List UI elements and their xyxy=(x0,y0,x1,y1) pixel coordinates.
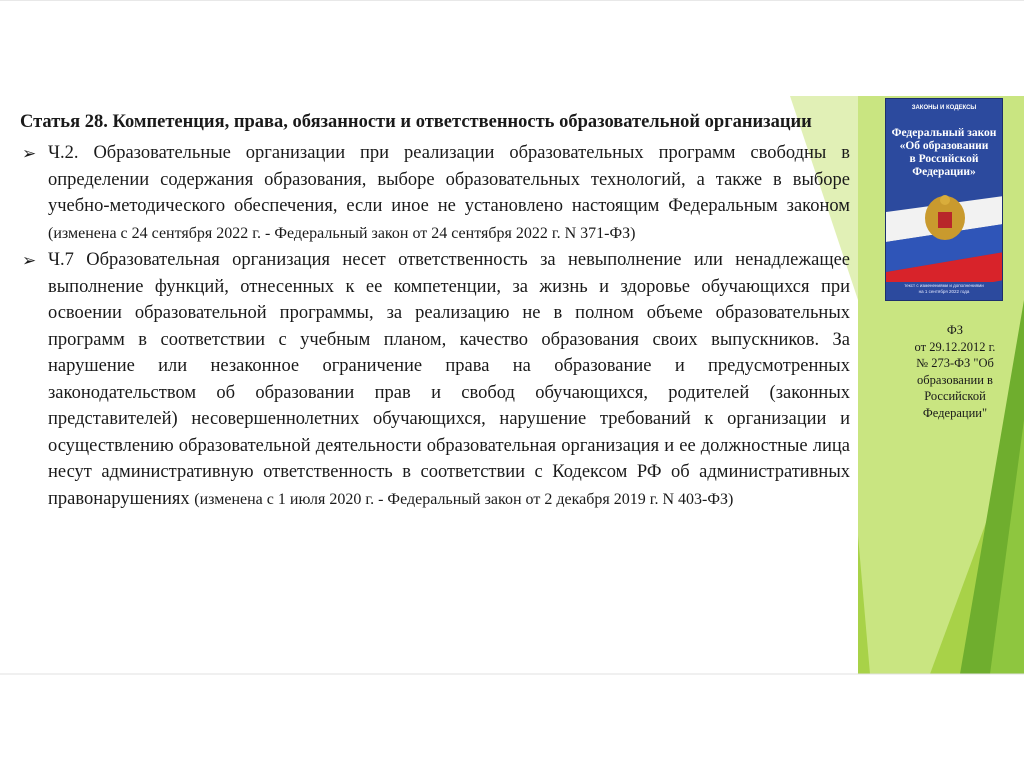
article-title: Статья 28. Компетенция, права, обязанности и ответственность образовательной организации xyxy=(20,112,812,132)
book-subtitle: текст с изменениями и дополнениями на 1 сентября 2022 года xyxy=(904,283,984,294)
book-caption: ФЗ от 29.12.2012 г. № 273-ФЗ "Об образовании в Российской Федерации" xyxy=(914,323,996,420)
item-main-text: Ч.7 Образовательная организация несет ответственность за невыполнение или ненадлежащее выполнение функций, отнесенных к ее компетенции, за жизнь и здоровье обучающихся при освоении образовательной программы, за реализацию не в полном объеме образовательных программ в соответствии с учебным планом, качество образования своих выпускников. За нарушение или незаконное ограничение права на образование и предусмотренных законодательством об образовании прав и свобод обучающихся, родителей (законных представителей) несовершеннолетних обучающихся, нарушение требований к организации и осуществлению образовательной деятельности образовательная организация и ее должностные лица несут административную ответственность в соответствии с Кодексом РФ об административных правонарушениях xyxy=(48,250,850,509)
book-cover xyxy=(885,98,1003,301)
item-amendment-note: (изменена с 1 июля 2020 г. - Федеральный закон от 2 декабря 2019 г. N 403-ФЗ) xyxy=(194,490,734,508)
coat-of-arms-icon xyxy=(925,195,965,240)
arrow-bullet-icon: ➢ xyxy=(22,251,37,270)
item-text xyxy=(48,140,850,247)
list-item xyxy=(20,140,850,247)
item-amendment-note: (изменена с 24 сентября 2022 г. - Федеральный закон от 24 сентября 2022 г. N 371-ФЗ) xyxy=(48,224,636,242)
item-text xyxy=(48,247,850,513)
book-title: Федеральный закон «Об образовании в Российской Федерации» xyxy=(891,127,997,178)
item-main-text: Ч.2. Образовательные организации при реализации образовательных программ свободны в определении содержания образования, выборе образовательных технологий, а также в выборе учебно-методического обеспечения, если иное не установлено настоящим Федеральным законом xyxy=(48,143,850,216)
article-content xyxy=(20,110,850,513)
list-item xyxy=(20,247,850,513)
book-series: ЗАКОНЫ И КОДЕКСЫ xyxy=(911,105,977,111)
arrow-bullet-icon: ➢ xyxy=(22,144,37,163)
